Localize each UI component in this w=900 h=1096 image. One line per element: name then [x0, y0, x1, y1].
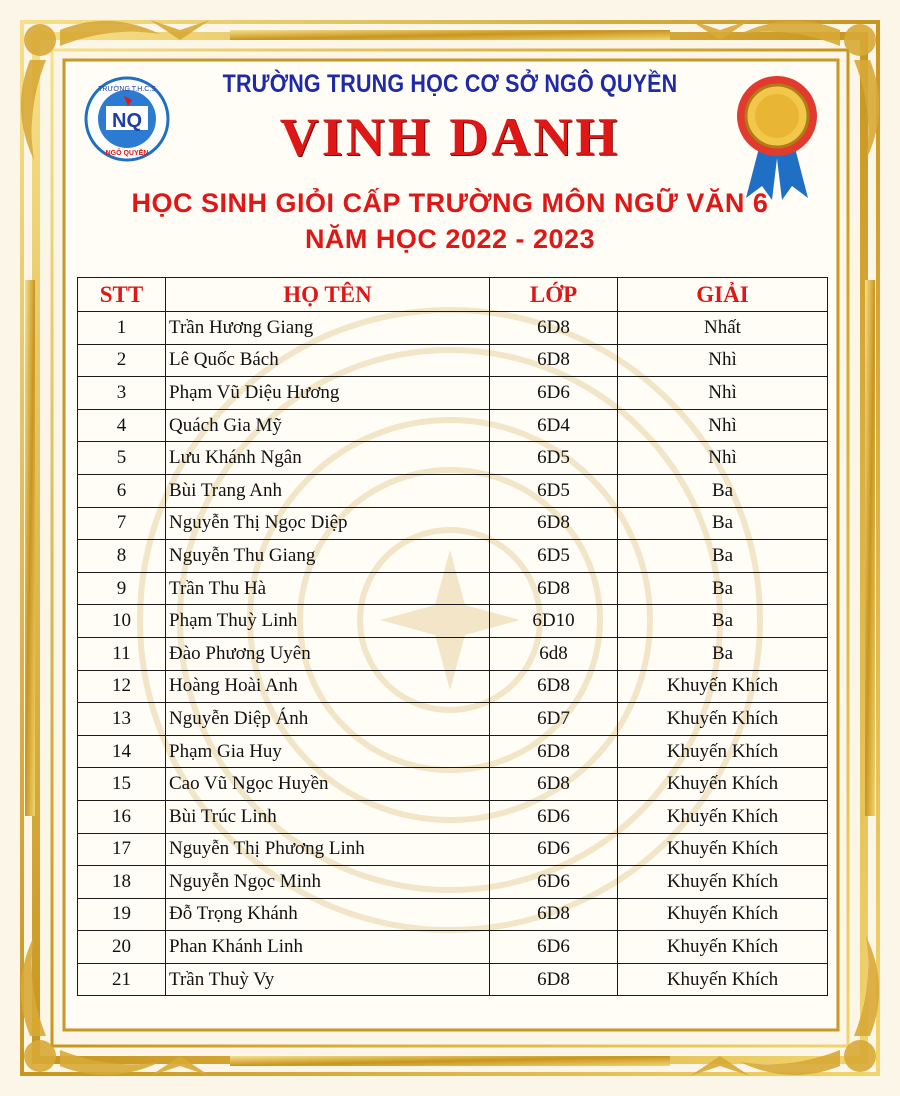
- stt-cell: 7: [78, 507, 166, 540]
- award-cell: Khuyến Khích: [618, 670, 828, 703]
- stt-cell: 5: [78, 442, 166, 475]
- name-cell: Đào Phương Uyên: [166, 637, 490, 670]
- award-cell: Ba: [618, 507, 828, 540]
- name-cell: Hoàng Hoài Anh: [166, 670, 490, 703]
- class-cell: 6D8: [490, 670, 618, 703]
- stt-cell: 2: [78, 344, 166, 377]
- logo-bottom-text: NGÔ QUYỀN: [105, 150, 149, 157]
- school-name: TRƯỜNG TRUNG HỌC CƠ SỞ NGÔ QUYỀN: [222, 70, 678, 98]
- name-cell: Phạm Gia Huy: [166, 735, 490, 768]
- class-cell: 6D6: [490, 866, 618, 899]
- table-row: [78, 898, 828, 931]
- class-cell: 6D8: [490, 572, 618, 605]
- award-cell: Nhì: [618, 442, 828, 475]
- award-cell: Nhì: [618, 344, 828, 377]
- table-row: [78, 703, 828, 736]
- subtitle-line2: NĂM HỌC 2022 - 2023: [304, 224, 596, 254]
- table-row: [78, 442, 828, 475]
- name-cell: Phan Khánh Linh: [166, 931, 490, 964]
- award-cell: Khuyến Khích: [618, 800, 828, 833]
- award-cell: Ba: [618, 572, 828, 605]
- name-cell: Phạm Thuỳ Linh: [166, 605, 490, 638]
- award-cell: Khuyến Khích: [618, 703, 828, 736]
- class-cell: 6D10: [490, 605, 618, 638]
- class-cell: 6D8: [490, 898, 618, 931]
- stt-cell: 12: [78, 670, 166, 703]
- name-cell: Trần Hương Giang: [166, 312, 490, 345]
- table-row: [78, 409, 828, 442]
- class-cell: 6D6: [490, 377, 618, 410]
- header-award: GIẢI: [618, 278, 828, 312]
- award-cell: Khuyến Khích: [618, 735, 828, 768]
- name-cell: Trần Thu Hà: [166, 572, 490, 605]
- table-row: [78, 344, 828, 377]
- table-row: [78, 507, 828, 540]
- award-cell: Ba: [618, 605, 828, 638]
- logo-initials: NQ: [112, 110, 142, 132]
- stt-cell: 19: [78, 898, 166, 931]
- award-cell: Nhì: [618, 409, 828, 442]
- name-cell: Nguyễn Ngọc Minh: [166, 866, 490, 899]
- award-cell: Ba: [618, 637, 828, 670]
- class-cell: 6D6: [490, 800, 618, 833]
- table-row: [78, 768, 828, 801]
- stt-cell: 17: [78, 833, 166, 866]
- name-cell: Bùi Trang Anh: [166, 474, 490, 507]
- table-header-row: [78, 278, 828, 312]
- header-stt: STT: [78, 278, 166, 312]
- stt-cell: 21: [78, 963, 166, 996]
- class-cell: 6D5: [490, 442, 618, 475]
- stt-cell: 20: [78, 931, 166, 964]
- table-row: [78, 963, 828, 996]
- table-row: [78, 833, 828, 866]
- name-cell: Nguyễn Diệp Ánh: [166, 703, 490, 736]
- subtitle-line1: HỌC SINH GIỎI CẤP TRƯỜNG MÔN NGỮ VĂN 6: [131, 188, 769, 218]
- class-cell: 6D8: [490, 735, 618, 768]
- class-cell: 6D6: [490, 833, 618, 866]
- stt-cell: 18: [78, 866, 166, 899]
- class-cell: 6D5: [490, 474, 618, 507]
- table-row: [78, 637, 828, 670]
- table-row: [78, 540, 828, 573]
- award-cell: Khuyến Khích: [618, 963, 828, 996]
- table-row: [78, 572, 828, 605]
- stt-cell: 8: [78, 540, 166, 573]
- stt-cell: 14: [78, 735, 166, 768]
- award-cell: Nhì: [618, 377, 828, 410]
- name-cell: Nguyễn Thị Phương Linh: [166, 833, 490, 866]
- logo-top-text: TRƯỜNG T.H.C.S: [98, 86, 156, 93]
- award-cell: Nhất: [618, 312, 828, 345]
- stt-cell: 11: [78, 637, 166, 670]
- table-row: [78, 312, 828, 345]
- name-cell: Lê Quốc Bách: [166, 344, 490, 377]
- stt-cell: 15: [78, 768, 166, 801]
- stt-cell: 16: [78, 800, 166, 833]
- class-cell: 6D8: [490, 768, 618, 801]
- stt-cell: 6: [78, 474, 166, 507]
- award-cell: Ba: [618, 540, 828, 573]
- table-row: [78, 377, 828, 410]
- header-name: HỌ TÊN: [166, 278, 490, 312]
- name-cell: Phạm Vũ Diệu Hương: [166, 377, 490, 410]
- award-cell: Khuyến Khích: [618, 768, 828, 801]
- award-cell: Khuyến Khích: [618, 898, 828, 931]
- page-title: VINH DANH: [279, 107, 621, 167]
- stt-cell: 1: [78, 312, 166, 345]
- class-cell: 6D8: [490, 507, 618, 540]
- class-cell: 6D5: [490, 540, 618, 573]
- table-row: [78, 735, 828, 768]
- class-cell: 6D8: [490, 344, 618, 377]
- name-cell: Lưu Khánh Ngân: [166, 442, 490, 475]
- table-row: [78, 800, 828, 833]
- name-cell: Nguyễn Thu Giang: [166, 540, 490, 573]
- name-cell: Quách Gia Mỹ: [166, 409, 490, 442]
- name-cell: Nguyễn Thị Ngọc Diệp: [166, 507, 490, 540]
- name-cell: Trần Thuỳ Vy: [166, 963, 490, 996]
- class-cell: 6D6: [490, 931, 618, 964]
- stt-cell: 4: [78, 409, 166, 442]
- class-cell: 6D8: [490, 963, 618, 996]
- name-cell: Cao Vũ Ngọc Huyền: [166, 768, 490, 801]
- name-cell: Bùi Trúc Linh: [166, 800, 490, 833]
- table-row: [78, 931, 828, 964]
- award-cell: Khuyến Khích: [618, 866, 828, 899]
- award-cell: Khuyến Khích: [618, 931, 828, 964]
- table-row: [78, 605, 828, 638]
- award-cell: Ba: [618, 474, 828, 507]
- stt-cell: 13: [78, 703, 166, 736]
- stt-cell: 3: [78, 377, 166, 410]
- table-row: [78, 866, 828, 899]
- class-cell: 6D4: [490, 409, 618, 442]
- class-cell: 6d8: [490, 637, 618, 670]
- stt-cell: 10: [78, 605, 166, 638]
- stt-cell: 9: [78, 572, 166, 605]
- table-row: [78, 474, 828, 507]
- award-cell: Khuyến Khích: [618, 833, 828, 866]
- class-cell: 6D7: [490, 703, 618, 736]
- honor-table: [77, 277, 828, 996]
- table-row: [78, 670, 828, 703]
- class-cell: 6D8: [490, 312, 618, 345]
- name-cell: Đỗ Trọng Khánh: [166, 898, 490, 931]
- header-class: LỚP: [490, 278, 618, 312]
